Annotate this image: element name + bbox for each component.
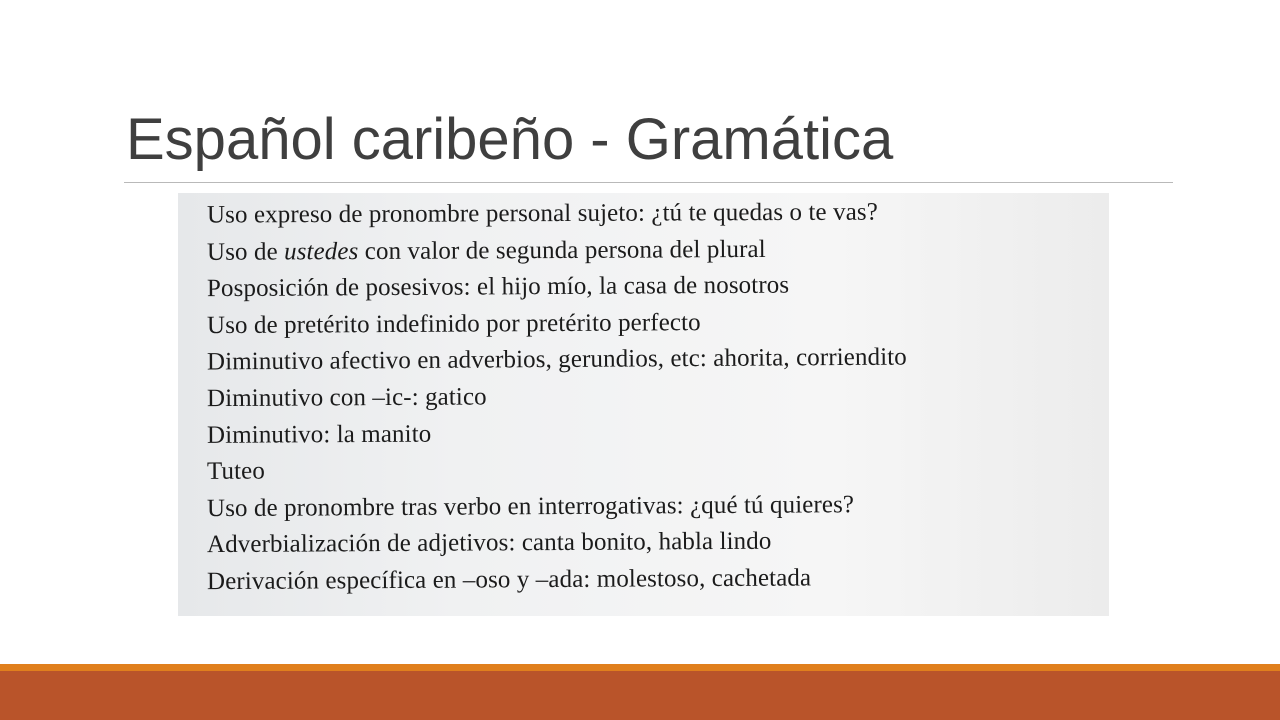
grammar-feature-item: Derivación específica en –oso y –ada: molestoso, cachetada [206, 564, 812, 596]
grammar-feature-item: Diminutivo: la manito [206, 420, 432, 449]
grammar-feature-item: Adverbialización de adjetivos: canta bonito, habla lindo [206, 528, 772, 559]
grammar-feature-item: Uso de pronombre tras verbo en interrogativas: ¿qué tú quieres? [206, 490, 855, 522]
slide-title: Español caribeño - Gramática [126, 107, 894, 172]
grammar-feature-italic-term: ustedes [284, 237, 359, 266]
scanned-text-image [178, 193, 1109, 616]
footer-accent-stripe [0, 664, 1280, 671]
grammar-feature-text: con valor de segunda persona del plural [358, 235, 766, 265]
grammar-feature-item: Diminutivo afectivo en adverbios, gerundios, etc: ahorita, corriendito [206, 343, 907, 376]
grammar-feature-item: Uso de pretérito indefinido por pretérito perfecto [206, 308, 701, 339]
grammar-feature-item: Tuteo [206, 457, 266, 485]
grammar-feature-item: Posposición de posesivos: el hijo mío, la casa de nosotros [206, 271, 790, 303]
footer-band [0, 671, 1280, 720]
title-divider [124, 182, 1173, 183]
grammar-feature-item [207, 231, 907, 271]
grammar-feature-item: Uso expreso de pronombre personal sujeto: ¿tú te quedas o te vas? [206, 198, 878, 229]
grammar-feature-text: Uso de [206, 238, 285, 266]
grammar-feature-list [207, 196, 907, 599]
grammar-feature-item: Diminutivo con –ic-: gatico [206, 383, 487, 413]
